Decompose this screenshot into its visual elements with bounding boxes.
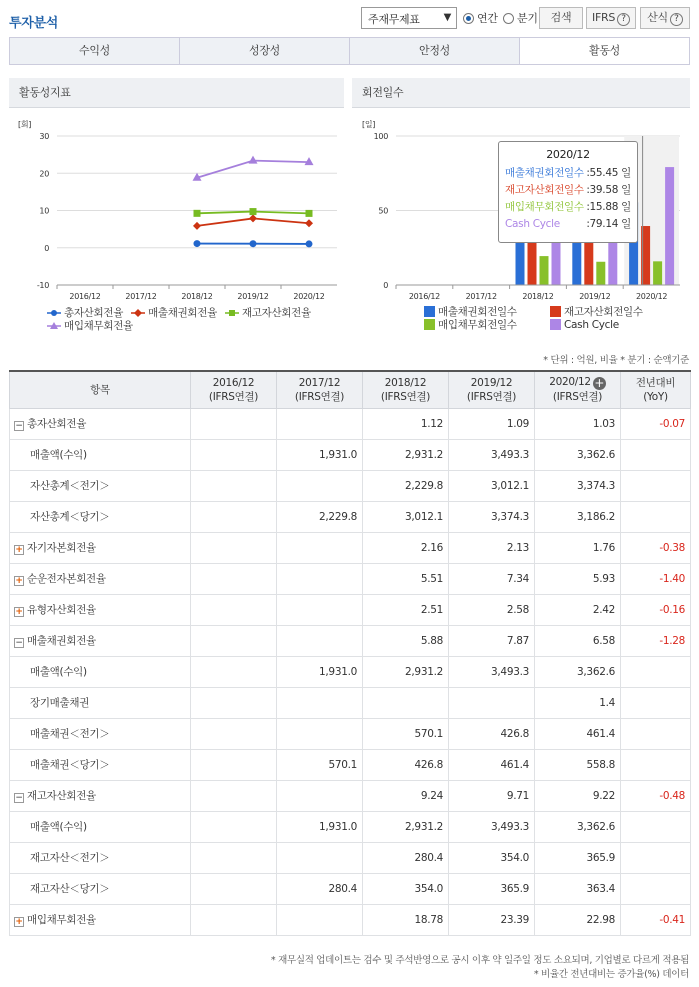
row-label: 자기자본회전율 <box>27 542 96 554</box>
legend-marker-icon <box>225 308 239 318</box>
table-row <box>10 780 691 811</box>
y-tick-label: 30 <box>39 132 49 141</box>
value-cell <box>277 842 363 873</box>
value-cell: 2.58 <box>449 594 535 625</box>
row-label-cell[interactable] <box>10 625 191 656</box>
value-cell: 2,229.8 <box>363 470 449 501</box>
yoy-cell: -0.07 <box>621 408 691 439</box>
value-cell: 2.16 <box>363 532 449 563</box>
value-cell: 3,493.3 <box>449 811 535 842</box>
value-cell: 5.88 <box>363 625 449 656</box>
row-label: 자산총계＜당기＞ <box>30 511 110 523</box>
radio-annual-label: 연간 <box>477 12 498 25</box>
column-header <box>621 371 691 408</box>
tooltip-value: :79.14 일 <box>586 218 631 230</box>
legend-label: 매입채무회전일수 <box>438 319 517 331</box>
tooltip-row <box>505 199 631 216</box>
yoy-cell: -0.41 <box>621 904 691 935</box>
value-cell: 1.76 <box>535 532 621 563</box>
value-cell: 9.24 <box>363 780 449 811</box>
value-cell: 3,493.3 <box>449 656 535 687</box>
value-cell <box>277 718 363 749</box>
header-line-1: 2017/12 <box>298 376 341 389</box>
value-cell: 1.4 <box>535 687 621 718</box>
row-label-cell[interactable] <box>10 408 191 439</box>
expand-icon[interactable]: + <box>15 917 23 927</box>
top-bar <box>0 0 699 36</box>
column-header <box>363 371 449 408</box>
data-point[interactable] <box>306 210 313 217</box>
value-cell: 354.0 <box>363 873 449 904</box>
y-tick-label: 20 <box>39 169 49 179</box>
data-point[interactable] <box>194 240 201 247</box>
x-tick-label: 2019/12 <box>579 292 611 301</box>
value-cell: 365.9 <box>535 842 621 873</box>
table-row <box>10 594 691 625</box>
header-line-1: 2020/12 <box>549 376 591 389</box>
turnover-days-title: 회전일수 <box>352 78 690 108</box>
question-icon: ? <box>670 13 683 26</box>
table-row <box>10 904 691 935</box>
tooltip-row <box>505 165 631 182</box>
legend-item[interactable] <box>424 318 542 331</box>
legend-label: 재고자산회전율 <box>241 307 311 319</box>
value-cell: 461.4 <box>449 749 535 780</box>
data-point[interactable] <box>306 240 313 247</box>
y-tick-label: 10 <box>39 206 49 216</box>
unit-note: * 단위 : 억원, 비율 * 분기 : 순액기준 <box>543 355 689 366</box>
value-cell <box>191 718 277 749</box>
value-cell <box>277 594 363 625</box>
question-icon: ? <box>617 13 630 26</box>
header-line-1: 2016/12 <box>212 376 255 389</box>
value-cell <box>191 687 277 718</box>
header-line-1: 2019/12 <box>470 376 513 389</box>
row-label: 재고자산＜당기＞ <box>30 883 110 895</box>
row-label: 매출채권회전율 <box>27 635 96 647</box>
table-row <box>10 656 691 687</box>
row-label: 매출액(수익) <box>30 666 87 678</box>
footnote-1: * 재무실적 업데이트는 검수 및 주석반영으로 공시 이후 약 일주일 정도 소요되며, 기업별로 다르게 적용됨 <box>270 955 689 966</box>
value-cell <box>191 594 277 625</box>
yoy-cell: -0.48 <box>621 780 691 811</box>
x-tick-label: 2016/12 <box>69 292 101 301</box>
x-tick-label: 2018/12 <box>181 292 213 301</box>
table-row <box>10 842 691 873</box>
value-cell: 570.1 <box>363 718 449 749</box>
table-row <box>10 470 691 501</box>
legend-item[interactable] <box>550 305 668 318</box>
row-label: 총자산회전율 <box>27 418 87 430</box>
column-header <box>535 371 621 408</box>
expand-icon[interactable]: + <box>15 576 23 586</box>
data-point[interactable] <box>249 156 258 164</box>
tooltip-title: 2020/12 <box>546 148 590 161</box>
y-tick-label: 0 <box>383 281 388 290</box>
table-row <box>10 749 691 780</box>
value-cell: 3,374.3 <box>535 470 621 501</box>
radio-unchecked-icon <box>503 13 514 24</box>
search-button[interactable]: 검색 <box>539 7 583 29</box>
row-label: 장기매출채권 <box>30 697 90 709</box>
bar[interactable] <box>540 256 549 285</box>
value-cell: 3,186.2 <box>535 501 621 532</box>
row-label: 매출채권＜전기＞ <box>30 728 110 740</box>
value-cell: 1.12 <box>363 408 449 439</box>
data-point[interactable] <box>305 157 314 165</box>
row-label-cell <box>10 842 191 873</box>
bar[interactable] <box>665 167 674 285</box>
value-cell: 280.4 <box>363 842 449 873</box>
yoy-cell <box>621 470 691 501</box>
column-header <box>191 371 277 408</box>
table-row <box>10 563 691 594</box>
row-label-cell[interactable] <box>10 594 191 625</box>
row-label-cell[interactable] <box>10 563 191 594</box>
tooltip-row <box>505 216 631 233</box>
data-point[interactable] <box>250 240 257 247</box>
x-tick-label: 2020/12 <box>293 292 325 301</box>
value-cell: 2,229.8 <box>277 501 363 532</box>
value-cell <box>449 687 535 718</box>
column-header <box>277 371 363 408</box>
radio-annual[interactable] <box>463 10 498 26</box>
tab-profitability[interactable]: 수익성 <box>10 38 180 64</box>
analysis-tabs <box>9 37 690 65</box>
value-cell: 3,362.6 <box>535 811 621 842</box>
legend-swatch-icon <box>550 306 561 317</box>
bar[interactable] <box>596 262 605 285</box>
row-label-cell <box>10 470 191 501</box>
value-cell: 7.34 <box>449 563 535 594</box>
legend-item[interactable] <box>550 318 668 331</box>
value-cell: 426.8 <box>449 718 535 749</box>
row-label-cell <box>10 501 191 532</box>
row-label-cell <box>10 718 191 749</box>
tooltip-label: Cash Cycle <box>505 218 560 230</box>
column-header-item <box>10 371 191 408</box>
header-line-2: (IFRS연결) <box>380 390 431 403</box>
row-label: 매출채권＜당기＞ <box>30 759 110 771</box>
value-cell: 280.4 <box>277 873 363 904</box>
legend-marker-icon <box>47 308 61 318</box>
legend-item[interactable] <box>225 306 311 319</box>
row-label: 유형자산회전율 <box>27 604 96 616</box>
row-label: 매출액(수익) <box>30 821 87 833</box>
row-label-cell[interactable] <box>10 904 191 935</box>
value-cell <box>191 656 277 687</box>
value-cell: 1,931.0 <box>277 656 363 687</box>
formula-label: 산식 <box>647 11 668 24</box>
value-cell: 2.51 <box>363 594 449 625</box>
value-cell <box>277 687 363 718</box>
value-cell: 570.1 <box>277 749 363 780</box>
x-tick-label: 2016/12 <box>408 292 440 301</box>
value-cell: 3,374.3 <box>449 501 535 532</box>
chevron-down-icon: ▼ <box>443 12 451 23</box>
row-label: 매출액(수익) <box>30 449 87 461</box>
value-cell: 2,931.2 <box>363 811 449 842</box>
value-cell: 363.4 <box>535 873 621 904</box>
formula-help-button[interactable] <box>640 7 690 29</box>
value-cell <box>277 780 363 811</box>
x-tick-label: 2020/12 <box>636 292 668 301</box>
value-cell: 3,362.6 <box>535 656 621 687</box>
yoy-cell <box>621 749 691 780</box>
value-cell: 3,493.3 <box>449 439 535 470</box>
value-cell <box>277 904 363 935</box>
value-cell: 2,931.2 <box>363 656 449 687</box>
table-row <box>10 718 691 749</box>
legend-item[interactable] <box>131 306 217 319</box>
value-cell: 2,931.2 <box>363 439 449 470</box>
value-cell: 7.87 <box>449 625 535 656</box>
tab-growth[interactable]: 성장성 <box>180 38 350 64</box>
radio-quarter-label: 분기 <box>517 12 538 25</box>
value-cell <box>191 501 277 532</box>
yoy-cell <box>621 842 691 873</box>
row-label: 순운전자본회전율 <box>27 573 106 585</box>
legend-swatch-icon <box>550 319 561 330</box>
value-cell: 3,362.6 <box>535 439 621 470</box>
y-tick-label: -10 <box>36 281 49 290</box>
data-point[interactable] <box>249 214 257 222</box>
radio-checked-icon <box>463 13 474 24</box>
row-label-cell <box>10 749 191 780</box>
row-label-cell[interactable] <box>10 780 191 811</box>
data-point[interactable] <box>194 210 201 217</box>
yoy-cell <box>621 501 691 532</box>
chart-tooltip <box>498 141 638 243</box>
ifrs-label: IFRS <box>592 11 615 24</box>
value-cell: 1.03 <box>535 408 621 439</box>
yoy-cell <box>621 439 691 470</box>
header-line-2: (IFRS연결) <box>208 390 259 403</box>
row-label: 재고자산회전율 <box>27 790 96 802</box>
bar[interactable] <box>653 261 662 285</box>
page-title: 투자분석 <box>9 16 59 31</box>
value-cell <box>191 904 277 935</box>
value-cell <box>277 563 363 594</box>
legend-label: 매출채권회전율 <box>148 307 217 319</box>
value-cell: 9.71 <box>449 780 535 811</box>
activity-chart-legend <box>47 306 347 332</box>
header-line-1: 항목 <box>90 383 110 396</box>
value-cell <box>277 470 363 501</box>
row-label-cell <box>10 811 191 842</box>
value-cell: 5.93 <box>535 563 621 594</box>
header-line-2: (YoY) <box>643 390 668 403</box>
legend-marker-icon <box>131 308 145 318</box>
yoy-cell: -0.16 <box>621 594 691 625</box>
x-tick-label: 2018/12 <box>522 292 554 301</box>
row-label-cell <box>10 656 191 687</box>
yoy-cell <box>621 718 691 749</box>
data-point[interactable] <box>193 222 201 230</box>
value-cell: 3,012.1 <box>449 470 535 501</box>
value-cell: 2.13 <box>449 532 535 563</box>
legend-label: 매입채무회전율 <box>64 320 133 332</box>
value-cell: 2.42 <box>535 594 621 625</box>
value-cell <box>191 439 277 470</box>
turnover-days-legend <box>424 305 686 331</box>
row-label-cell <box>10 687 191 718</box>
table-row <box>10 687 691 718</box>
collapse-icon[interactable]: − <box>15 421 23 431</box>
value-cell <box>191 873 277 904</box>
select-value: 주재무제표 <box>368 13 420 26</box>
value-cell: 18.78 <box>363 904 449 935</box>
value-cell: 354.0 <box>449 842 535 873</box>
collapse-icon[interactable]: − <box>15 793 23 803</box>
statement-type-select[interactable] <box>361 7 457 29</box>
row-label: 재고자산＜전기＞ <box>30 852 110 864</box>
collapse-icon[interactable]: − <box>15 638 23 648</box>
legend-label: 총자산회전율 <box>64 307 124 319</box>
table-row <box>10 408 691 439</box>
value-cell <box>191 780 277 811</box>
value-cell: 558.8 <box>535 749 621 780</box>
value-cell <box>277 625 363 656</box>
value-cell <box>191 749 277 780</box>
data-point[interactable] <box>305 219 313 227</box>
legend-swatch-icon <box>424 306 435 317</box>
y-tick-label: 50 <box>378 206 388 216</box>
value-cell: 365.9 <box>449 873 535 904</box>
table-row <box>10 439 691 470</box>
value-cell <box>191 842 277 873</box>
value-cell: 5.51 <box>363 563 449 594</box>
value-cell: 3,012.1 <box>363 501 449 532</box>
value-cell: 6.58 <box>535 625 621 656</box>
activity-line-chart <box>9 112 344 307</box>
y-unit-label: [일] <box>362 120 376 129</box>
yoy-cell <box>621 873 691 904</box>
value-cell: 1,931.0 <box>277 439 363 470</box>
ifrs-help-button[interactable] <box>586 7 636 29</box>
tooltip-label: 매출채권회전일수 <box>505 167 584 179</box>
data-point[interactable] <box>250 208 257 215</box>
legend-item[interactable] <box>47 319 133 332</box>
header-line-1: 전년대비 <box>635 376 676 389</box>
tab-activity[interactable]: 활동성 <box>520 38 689 64</box>
value-cell <box>191 470 277 501</box>
radio-quarter[interactable] <box>503 10 538 26</box>
legend-marker-icon <box>47 321 61 331</box>
value-cell <box>363 687 449 718</box>
yoy-cell: -0.38 <box>621 532 691 563</box>
value-cell <box>191 811 277 842</box>
table-row <box>10 811 691 842</box>
table-row <box>10 873 691 904</box>
value-cell: 23.39 <box>449 904 535 935</box>
yoy-cell <box>621 687 691 718</box>
column-header <box>449 371 535 408</box>
x-tick-label: 2019/12 <box>237 292 269 301</box>
value-cell <box>191 532 277 563</box>
x-tick-label: 2017/12 <box>465 292 497 301</box>
tooltip-label: 매입채무회전일수 <box>505 201 584 213</box>
header-line-2: (IFRS연결) <box>552 391 603 404</box>
value-cell <box>277 532 363 563</box>
row-label-cell[interactable] <box>10 532 191 563</box>
activity-table <box>9 370 691 936</box>
value-cell: 1,931.0 <box>277 811 363 842</box>
y-tick-label: 0 <box>44 243 49 253</box>
value-cell <box>191 625 277 656</box>
row-label: 매입채무회전율 <box>27 914 96 926</box>
activity-chart-panel <box>9 78 344 338</box>
legend-label: 재고자산회전일수 <box>564 306 643 318</box>
expand-icon[interactable]: + <box>15 607 23 617</box>
value-cell <box>191 408 277 439</box>
value-cell: 22.98 <box>535 904 621 935</box>
yoy-cell: -1.28 <box>621 625 691 656</box>
yoy-cell <box>621 811 691 842</box>
row-label-cell <box>10 873 191 904</box>
row-label: 자산총계＜전기＞ <box>30 480 110 492</box>
tooltip-value: :55.45 일 <box>586 167 631 179</box>
y-unit-label: [회] <box>18 120 32 129</box>
yoy-cell <box>621 656 691 687</box>
x-tick-label: 2017/12 <box>125 292 157 301</box>
tooltip-row <box>505 182 631 199</box>
header-line-2: (IFRS연결) <box>466 390 517 403</box>
value-cell: 426.8 <box>363 749 449 780</box>
value-cell: 461.4 <box>535 718 621 749</box>
yoy-cell: -1.40 <box>621 563 691 594</box>
add-column-icon[interactable]: + <box>594 376 605 391</box>
table-row <box>10 501 691 532</box>
tooltip-label: 재고자산회전일수 <box>505 184 584 196</box>
legend-label: Cash Cycle <box>564 318 619 331</box>
value-cell: 1.09 <box>449 408 535 439</box>
header-line-1: 2018/12 <box>384 376 427 389</box>
value-cell <box>191 563 277 594</box>
table-row <box>10 625 691 656</box>
legend-swatch-icon <box>424 319 435 330</box>
footnote-2: * 비율간 전년대비는 증가율(%) 데이터 <box>533 969 689 980</box>
tab-stability[interactable]: 안정성 <box>350 38 520 64</box>
value-cell: 9.22 <box>535 780 621 811</box>
tooltip-value: :39.58 일 <box>586 184 631 196</box>
value-cell <box>277 408 363 439</box>
tooltip-value: :15.88 일 <box>586 201 631 213</box>
table-row <box>10 532 691 563</box>
expand-icon[interactable]: + <box>15 545 23 555</box>
activity-chart-title: 활동성지표 <box>9 78 344 108</box>
legend-label: 매출채권회전일수 <box>438 306 517 318</box>
header-line-2: (IFRS연결) <box>294 390 345 403</box>
y-tick-label: 100 <box>373 132 388 141</box>
row-label-cell <box>10 439 191 470</box>
